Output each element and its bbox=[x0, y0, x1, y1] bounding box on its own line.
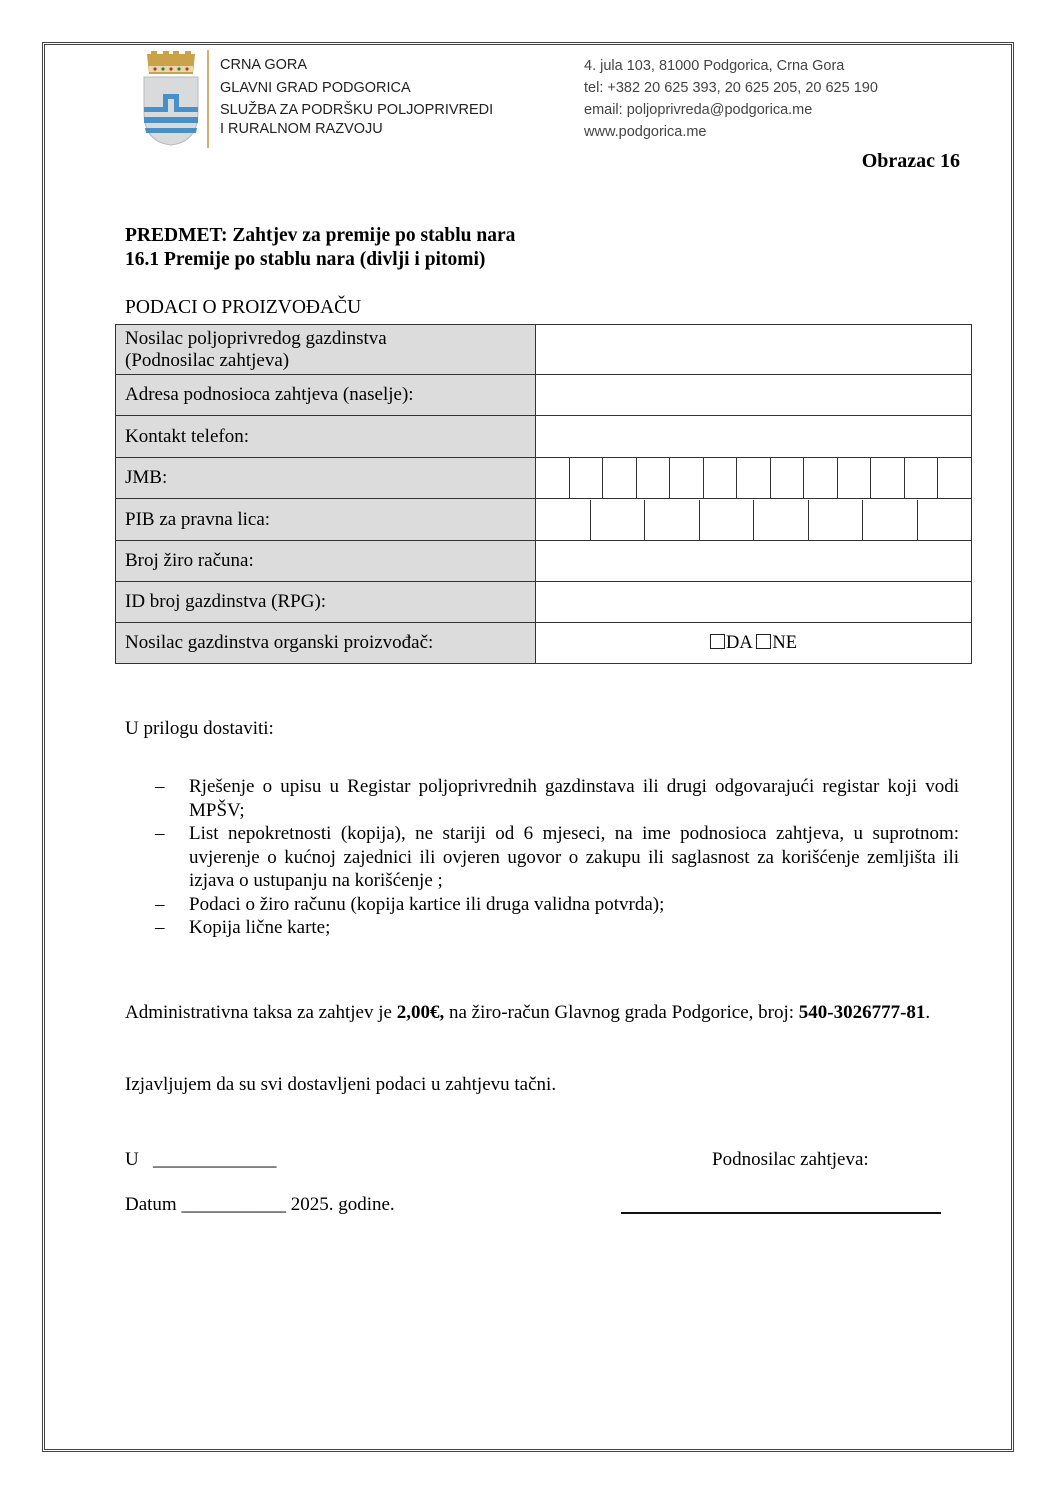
table-row bbox=[116, 623, 972, 664]
jmb-digit-cell[interactable] bbox=[937, 458, 971, 498]
label-line: Nosilac poljoprivredog gazdinstva bbox=[125, 327, 387, 349]
jmb-digit-cell[interactable] bbox=[669, 458, 703, 498]
subject-heading bbox=[125, 224, 515, 272]
year-text: 2025. godine. bbox=[290, 1194, 395, 1215]
pib-digit-cell[interactable] bbox=[753, 500, 808, 540]
pib-field[interactable] bbox=[536, 499, 972, 541]
table-row bbox=[116, 499, 972, 541]
attachments-title: U prilogu dostaviti: bbox=[125, 718, 274, 739]
jmb-digit-cell[interactable] bbox=[870, 458, 904, 498]
fee-text: Administrativna taksa za zahtjev je bbox=[125, 1002, 397, 1023]
list-item bbox=[125, 893, 959, 917]
fee-text: . bbox=[925, 1002, 931, 1023]
jmb-digit-cell[interactable] bbox=[736, 458, 770, 498]
table-row bbox=[116, 325, 972, 375]
row-label: ID broj gazdinstva (RPG): bbox=[116, 582, 536, 623]
row-label: Nosilac gazdinstva organski proizvođač: bbox=[116, 623, 536, 664]
place-label: U bbox=[125, 1149, 139, 1170]
row-label: Broj žiro računa: bbox=[116, 541, 536, 582]
dash-bullet-icon: – bbox=[155, 893, 165, 915]
table-row bbox=[116, 375, 972, 416]
fee-account-number: 540-3026777-81 bbox=[798, 1002, 926, 1023]
label-line: (Podnosilac zahtjeva) bbox=[125, 349, 290, 371]
jmb-digit-cell[interactable] bbox=[803, 458, 837, 498]
jmb-digit-cell[interactable] bbox=[636, 458, 670, 498]
org-country: CRNA GORA bbox=[220, 57, 308, 73]
org-city: GLAVNI GRAD PODGORICA bbox=[220, 80, 411, 96]
option-ne[interactable] bbox=[756, 633, 797, 653]
row-label: PIB za pravna lica: bbox=[116, 499, 536, 541]
pib-digit-cell[interactable] bbox=[536, 500, 590, 540]
contact-block bbox=[584, 55, 878, 143]
date-line bbox=[125, 1194, 395, 1216]
signature-line[interactable] bbox=[621, 1212, 941, 1214]
contact-email: email: poljoprivreda@podgorica.me bbox=[584, 102, 813, 118]
phone-field[interactable] bbox=[536, 416, 972, 458]
address-field[interactable] bbox=[536, 375, 972, 416]
subject-subline: 16.1 Premije po stablu nara (divlji i pitomi) bbox=[125, 249, 486, 270]
jmb-digit-cell[interactable] bbox=[837, 458, 871, 498]
contact-phone: tel: +382 20 625 393, 20 625 205, 20 625 190 bbox=[584, 80, 878, 96]
jmb-digit-cell[interactable] bbox=[569, 458, 603, 498]
contact-website: www.podgorica.me bbox=[584, 124, 707, 140]
option-label: NE bbox=[772, 632, 797, 653]
jmb-digit-cells bbox=[536, 458, 971, 498]
list-item bbox=[125, 822, 959, 893]
jmb-digit-cell[interactable] bbox=[536, 458, 569, 498]
pib-digit-cells bbox=[536, 500, 971, 540]
checkbox-da-icon[interactable] bbox=[710, 634, 725, 649]
pib-digit-cell[interactable] bbox=[644, 500, 699, 540]
attachments-list bbox=[125, 775, 959, 940]
producer-section-title: PODACI O PROIZVOĐAČU bbox=[125, 297, 362, 318]
place-blank-field[interactable]: _____________ bbox=[152, 1149, 277, 1170]
row-label: JMB: bbox=[116, 458, 536, 499]
date-label: Datum bbox=[125, 1194, 177, 1215]
fee-text: na žiro-račun Glavnog grada Podgorice, broj: bbox=[444, 1002, 799, 1023]
table-row bbox=[116, 458, 972, 499]
fee-amount: 2,00€, bbox=[396, 1002, 445, 1023]
jmb-digit-cell[interactable] bbox=[703, 458, 737, 498]
dash-bullet-icon: – bbox=[155, 917, 165, 938]
org-department-line1: SLUŽBA ZA PODRŠKU POLJOPRIVREDI bbox=[220, 102, 494, 118]
jmb-digit-cell[interactable] bbox=[602, 458, 636, 498]
list-item-text: Kopija lične karte; bbox=[189, 917, 331, 938]
coat-of-arms-icon bbox=[141, 50, 201, 146]
pib-digit-cell[interactable] bbox=[808, 500, 863, 540]
pib-digit-cell[interactable] bbox=[699, 500, 754, 540]
pib-digit-cell[interactable] bbox=[590, 500, 645, 540]
declaration-text: Izjavljujem da su svi dostavljeni podaci u zahtjevu tačni. bbox=[125, 1074, 557, 1095]
checkbox-ne-icon[interactable] bbox=[756, 634, 771, 649]
pib-digit-cell[interactable] bbox=[862, 500, 917, 540]
holder-name-field[interactable] bbox=[536, 325, 972, 375]
organization-block bbox=[220, 55, 493, 139]
producer-data-table bbox=[115, 324, 972, 664]
jmb-field[interactable] bbox=[536, 458, 972, 499]
jmb-digit-cell[interactable] bbox=[770, 458, 804, 498]
table-row bbox=[116, 541, 972, 582]
rpg-id-field[interactable] bbox=[536, 582, 972, 623]
table-row bbox=[116, 582, 972, 623]
jmb-digit-cell[interactable] bbox=[904, 458, 938, 498]
organic-producer-choice bbox=[536, 623, 972, 664]
pib-digit-cell[interactable] bbox=[917, 500, 972, 540]
bank-account-field[interactable] bbox=[536, 541, 972, 582]
option-label: DA bbox=[726, 632, 752, 653]
applicant-label: Podnosilac zahtjeva: bbox=[712, 1149, 869, 1170]
header-separator bbox=[207, 50, 209, 148]
row-label: Adresa podnosioca zahtjeva (naselje): bbox=[116, 375, 536, 416]
subject-line: PREDMET: Zahtjev za premije po stablu nara bbox=[125, 225, 516, 246]
list-item-text: Podaci o žiro računu (kopija kartice ili druga validna potvrda); bbox=[189, 893, 665, 915]
contact-address: 4. jula 103, 81000 Podgorica, Crna Gora bbox=[584, 58, 845, 74]
list-item bbox=[125, 775, 959, 822]
dash-bullet-icon: – bbox=[155, 776, 165, 797]
list-item-text: List nepokretnosti (kopija), ne stariji od 6 mjeseci, na ime podnosioca zahtjeva, u suprotnom: uvjerenje o kućnoj zajednici ili ovjeren ugovor o zakupu ili saglasnost za korišćenje zemljišta ili izjava o ustupanju na korišćenje ; bbox=[189, 823, 959, 891]
option-da[interactable] bbox=[710, 633, 752, 653]
org-department-line2: I RURALNOM RAZVOJU bbox=[220, 121, 383, 137]
table-row bbox=[116, 416, 972, 458]
date-blank-field[interactable]: ___________ bbox=[181, 1194, 286, 1215]
form-number: Obrazac 16 bbox=[861, 150, 960, 172]
row-label: Kontakt telefon: bbox=[116, 416, 536, 458]
list-item-text: Rješenje o upisu u Registar poljoprivrednih gazdinstava ili drugi odgovarajući registar koji vodi MPŠV; bbox=[189, 776, 959, 821]
row-label bbox=[116, 325, 536, 375]
fee-paragraph bbox=[125, 1000, 935, 1025]
list-item bbox=[125, 916, 959, 940]
place-line bbox=[125, 1149, 276, 1171]
dash-bullet-icon: – bbox=[155, 823, 165, 844]
